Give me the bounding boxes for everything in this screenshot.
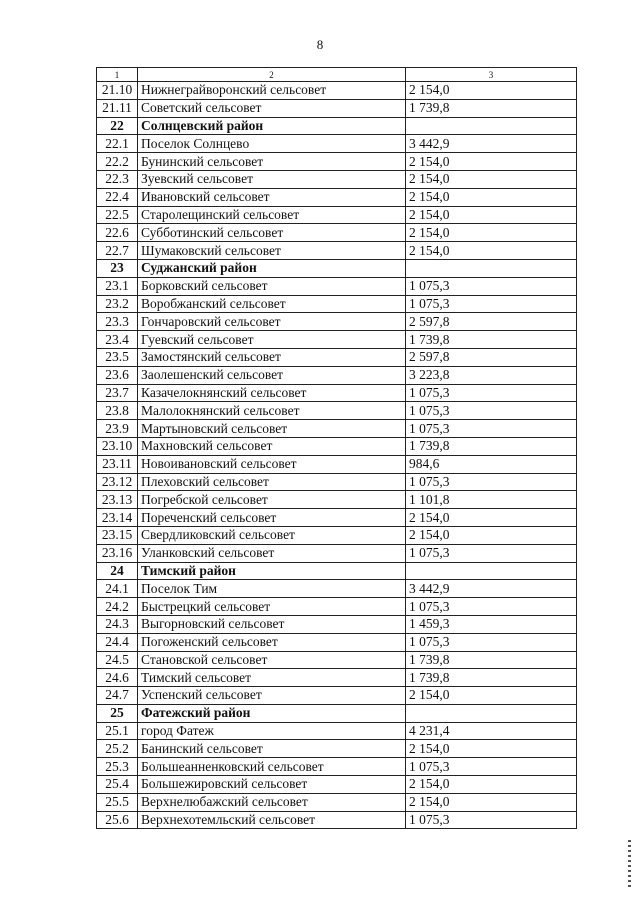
table-row	[97, 509, 577, 527]
table-row	[97, 188, 577, 206]
row-number-cell: 24.3	[97, 615, 138, 633]
row-number-cell: 22.7	[97, 242, 138, 260]
row-number-cell: 23.6	[97, 366, 138, 384]
row-value-cell: 1 075,3	[406, 544, 577, 562]
row-number-cell: 22.5	[97, 206, 138, 224]
table-row	[97, 669, 577, 687]
row-name-cell: Поселок Тим	[138, 580, 406, 598]
row-name-cell: Замостянский сельсовет	[138, 348, 406, 366]
row-value-cell: 2 154,0	[406, 526, 577, 544]
table-row	[97, 544, 577, 562]
budget-table	[96, 67, 577, 829]
district-row	[97, 562, 577, 580]
row-number-cell: 23.13	[97, 491, 138, 509]
row-number-cell: 25.6	[97, 811, 138, 829]
table-row	[97, 366, 577, 384]
row-name-cell: Нижнеграйворонский сельсовет	[138, 82, 406, 100]
table-row	[97, 455, 577, 473]
table-row	[97, 811, 577, 829]
table-row	[97, 153, 577, 171]
row-value-cell: 1 075,3	[406, 295, 577, 313]
table-row	[97, 491, 577, 509]
row-value-cell: 2 154,0	[406, 740, 577, 758]
table-row	[97, 82, 577, 100]
row-number-cell: 23.3	[97, 313, 138, 331]
row-number-cell: 21.10	[97, 82, 138, 100]
row-name-cell: Бунинский сельсовет	[138, 153, 406, 171]
table-row	[97, 384, 577, 402]
row-name-cell: Верхнелюбажский сельсовет	[138, 793, 406, 811]
row-value-cell: 4 231,4	[406, 722, 577, 740]
row-value-cell: 2 154,0	[406, 776, 577, 794]
row-number-cell: 24.5	[97, 651, 138, 669]
row-name-cell: Верхнехотемльский сельсовет	[138, 811, 406, 829]
table-row	[97, 402, 577, 420]
row-name-cell: Выгорновский сельсовет	[138, 615, 406, 633]
row-number-cell: 23.16	[97, 544, 138, 562]
row-number-cell: 25.3	[97, 758, 138, 776]
page-number: 8	[316, 37, 324, 52]
header-cell-value: 3	[406, 68, 577, 82]
row-name-cell: Гуевский сельсовет	[138, 331, 406, 349]
row-value-cell	[406, 117, 577, 135]
row-value-cell: 2 154,0	[406, 82, 577, 100]
district-row	[97, 704, 577, 722]
row-value-cell: 3 223,8	[406, 366, 577, 384]
row-value-cell: 2 154,0	[406, 153, 577, 171]
row-value-cell: 1 075,3	[406, 598, 577, 616]
row-name-cell: Поселок Солнцево	[138, 135, 406, 153]
row-name-cell: Банинский сельсовет	[138, 740, 406, 758]
row-value-cell: 1 075,3	[406, 277, 577, 295]
row-number-cell: 22.2	[97, 153, 138, 171]
row-value-cell: 2 154,0	[406, 170, 577, 188]
row-value-cell: 1 075,3	[406, 633, 577, 651]
row-number-cell: 22.4	[97, 188, 138, 206]
row-number-cell: 24.2	[97, 598, 138, 616]
row-name-cell: Тимский сельсовет	[138, 669, 406, 687]
row-name-cell: Успенский сельсовет	[138, 687, 406, 705]
row-number-cell: 21.11	[97, 99, 138, 117]
table-row	[97, 170, 577, 188]
row-name-cell: Зуевский сельсовет	[138, 170, 406, 188]
row-name-cell: Уланковский сельсовет	[138, 544, 406, 562]
table-row	[97, 633, 577, 651]
row-number-cell: 23.10	[97, 437, 138, 455]
row-number-cell: 22	[97, 117, 138, 135]
row-name-cell: Малолокнянский сельсовет	[138, 402, 406, 420]
row-name-cell: Мартыновский сельсовет	[138, 420, 406, 438]
row-name-cell: Гончаровский сельсовет	[138, 313, 406, 331]
table-row	[97, 776, 577, 794]
header-row	[97, 68, 577, 82]
row-number-cell: 22.6	[97, 224, 138, 242]
table-row	[97, 437, 577, 455]
table-row	[97, 793, 577, 811]
row-number-cell: 25.5	[97, 793, 138, 811]
table-row	[97, 758, 577, 776]
table-row	[97, 277, 577, 295]
row-number-cell: 24.1	[97, 580, 138, 598]
table-row	[97, 313, 577, 331]
row-value-cell: 1 075,3	[406, 473, 577, 491]
table-row	[97, 295, 577, 313]
row-number-cell: 25.2	[97, 740, 138, 758]
row-name-cell: Пореченский сельсовет	[138, 509, 406, 527]
row-name-cell: Казачелокнянский сельсовет	[138, 384, 406, 402]
table-row	[97, 687, 577, 705]
row-name-cell: город Фатеж	[138, 722, 406, 740]
row-name-cell: Советский сельсовет	[138, 99, 406, 117]
table-row	[97, 135, 577, 153]
row-number-cell: 23.11	[97, 455, 138, 473]
row-value-cell: 1 739,8	[406, 331, 577, 349]
row-name-cell: Становской сельсовет	[138, 651, 406, 669]
row-value-cell: 1 459,3	[406, 615, 577, 633]
margin-scan-mark	[628, 840, 631, 890]
row-number-cell: 24.7	[97, 687, 138, 705]
row-number-cell: 22.3	[97, 170, 138, 188]
row-value-cell: 1 739,8	[406, 437, 577, 455]
table-row	[97, 206, 577, 224]
row-number-cell: 24	[97, 562, 138, 580]
row-value-cell: 1 075,3	[406, 384, 577, 402]
row-value-cell: 1 075,3	[406, 402, 577, 420]
row-number-cell: 23.4	[97, 331, 138, 349]
district-row	[97, 117, 577, 135]
row-name-cell: Погребской сельсовет	[138, 491, 406, 509]
table-row	[97, 740, 577, 758]
table-body	[97, 68, 577, 829]
table-row	[97, 473, 577, 491]
row-name-cell: Старолещинский сельсовет	[138, 206, 406, 224]
row-number-cell: 23.8	[97, 402, 138, 420]
table-row	[97, 99, 577, 117]
row-value-cell: 2 154,0	[406, 224, 577, 242]
row-name-cell: Заолешенский сельсовет	[138, 366, 406, 384]
row-value-cell: 2 154,0	[406, 509, 577, 527]
table-row	[97, 651, 577, 669]
row-value-cell: 1 739,8	[406, 669, 577, 687]
row-value-cell	[406, 259, 577, 277]
row-name-cell: Борковский сельсовет	[138, 277, 406, 295]
row-number-cell: 22.1	[97, 135, 138, 153]
row-value-cell: 1 739,8	[406, 99, 577, 117]
table-row	[97, 722, 577, 740]
row-number-cell: 24.4	[97, 633, 138, 651]
row-number-cell: 23.5	[97, 348, 138, 366]
table-row	[97, 580, 577, 598]
row-value-cell: 1 075,3	[406, 811, 577, 829]
row-name-cell: Солнцевский район	[138, 117, 406, 135]
row-value-cell: 3 442,9	[406, 580, 577, 598]
row-name-cell: Тимский район	[138, 562, 406, 580]
row-value-cell: 1 075,3	[406, 758, 577, 776]
row-name-cell: Погоженский сельсовет	[138, 633, 406, 651]
table-row	[97, 348, 577, 366]
row-number-cell: 23	[97, 259, 138, 277]
header-cell-number: 1	[97, 68, 138, 82]
row-name-cell: Ивановский сельсовет	[138, 188, 406, 206]
row-name-cell: Большеанненковский сельсовет	[138, 758, 406, 776]
row-number-cell: 25	[97, 704, 138, 722]
row-number-cell: 23.1	[97, 277, 138, 295]
table-row	[97, 526, 577, 544]
row-name-cell: Шумаковский сельсовет	[138, 242, 406, 260]
row-number-cell: 23.7	[97, 384, 138, 402]
row-name-cell: Новоивановский сельсовет	[138, 455, 406, 473]
table-row	[97, 598, 577, 616]
row-value-cell: 2 154,0	[406, 793, 577, 811]
row-name-cell: Большежировский сельсовет	[138, 776, 406, 794]
row-value-cell	[406, 704, 577, 722]
row-value-cell: 2 154,0	[406, 188, 577, 206]
row-value-cell: 2 154,0	[406, 206, 577, 224]
row-value-cell: 1 075,3	[406, 420, 577, 438]
table-row	[97, 224, 577, 242]
row-value-cell: 1 101,8	[406, 491, 577, 509]
table-row	[97, 420, 577, 438]
row-value-cell: 984,6	[406, 455, 577, 473]
row-value-cell: 1 739,8	[406, 651, 577, 669]
row-name-cell: Субботинский сельсовет	[138, 224, 406, 242]
row-name-cell: Быстрецкий сельсовет	[138, 598, 406, 616]
row-number-cell: 23.2	[97, 295, 138, 313]
header-cell-name: 2	[138, 68, 406, 82]
row-value-cell	[406, 562, 577, 580]
row-number-cell: 23.15	[97, 526, 138, 544]
row-value-cell: 2 154,0	[406, 242, 577, 260]
table-row	[97, 331, 577, 349]
table-row	[97, 615, 577, 633]
row-number-cell: 23.12	[97, 473, 138, 491]
row-name-cell: Махновский сельсовет	[138, 437, 406, 455]
row-value-cell: 2 154,0	[406, 687, 577, 705]
row-value-cell: 2 597,8	[406, 348, 577, 366]
row-number-cell: 24.6	[97, 669, 138, 687]
row-number-cell: 25.1	[97, 722, 138, 740]
district-row	[97, 259, 577, 277]
row-name-cell: Суджанский район	[138, 259, 406, 277]
row-name-cell: Свердликовский сельсовет	[138, 526, 406, 544]
row-name-cell: Плеховский сельсовет	[138, 473, 406, 491]
row-value-cell: 2 597,8	[406, 313, 577, 331]
row-number-cell: 23.14	[97, 509, 138, 527]
row-value-cell: 3 442,9	[406, 135, 577, 153]
row-number-cell: 25.4	[97, 776, 138, 794]
row-name-cell: Воробжанский сельсовет	[138, 295, 406, 313]
table-row	[97, 242, 577, 260]
row-name-cell: Фатежский район	[138, 704, 406, 722]
row-number-cell: 23.9	[97, 420, 138, 438]
